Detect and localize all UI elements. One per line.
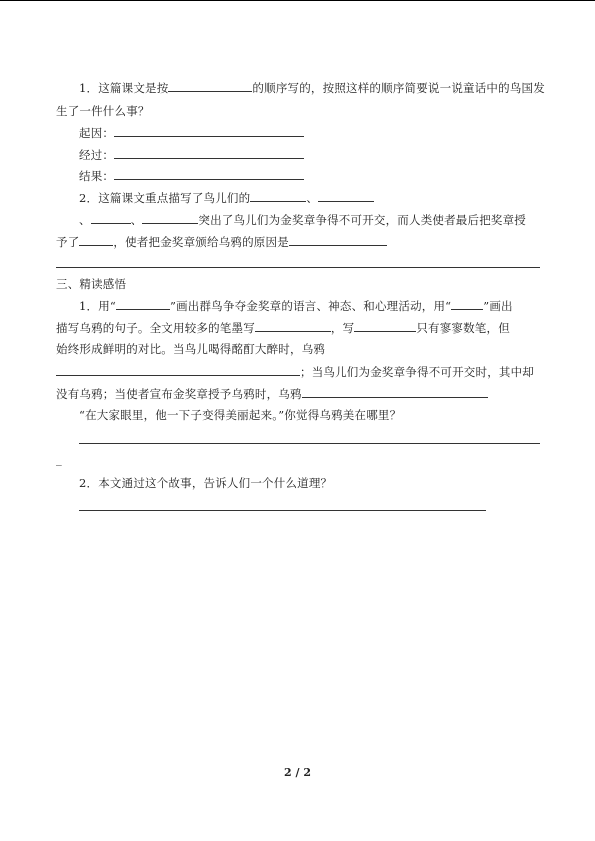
blank[interactable] [168,80,252,92]
answer-line[interactable] [79,510,486,511]
jieguo-answer-blank[interactable] [114,168,304,180]
jieguo-row: 结果： [79,168,304,183]
s3-question2: 2．本文通过这个故事，告诉人们一个什么道理？ [79,476,333,490]
stray-underscore: _ [56,452,62,466]
page-number: 2 / 2 [284,766,311,779]
blank[interactable] [250,190,306,202]
jingguo-answer-blank[interactable] [114,147,304,159]
q1-line2: 生了一件什么事？ [56,104,150,118]
blank[interactable] [451,298,483,310]
blank[interactable] [354,320,416,332]
answer-line[interactable] [56,267,540,268]
blank[interactable] [142,212,198,224]
blank[interactable] [318,190,374,202]
jingguo-row: 经过： [79,147,304,162]
section-heading: 三、精读感悟 [56,277,127,291]
blank[interactable] [116,298,170,310]
blank[interactable] [255,320,331,332]
s3-line4: ；当鸟儿们为金奖章争得不可开交时，其中却 [56,364,534,379]
s3-line1: 1．用“ ”画出群鸟争夺金奖章的语言、神态、和心理活动，用“ ”画出 [79,299,513,313]
blank[interactable] [302,386,488,398]
top-border [0,0,595,1]
answer-line[interactable] [79,443,540,444]
q1-line1: 1．这篇课文是按 的顺序写的，按照这样的顺序简要说一说童话中的鸟国发 [79,81,545,95]
blank[interactable] [91,212,131,224]
qiyin-row: 起因： [79,125,304,140]
s3-line3: 始终形成鲜明的对比。当鸟儿喝得酩酊大醉时，乌鸦 [56,342,326,356]
s3-line5: 没有乌鸦；当使者宣布金奖章授予乌鸦时，乌鸦 [56,386,488,401]
blank[interactable] [56,364,300,376]
blank[interactable] [79,234,113,246]
q2-line1: 2．这篇课文重点描写了鸟儿们的 、 [79,190,374,205]
s3-line2: 描写乌鸦的句子。全文用较多的笔墨写 ，写 只有寥寥数笔，但 [56,321,510,335]
q2-line3: 予了 ，使者把金奖章颁给乌鸦的原因是 [56,234,387,249]
q2-line2: 、 、 突出了鸟儿们为金奖章争得不可开交，而人类使者最后把奖章授 [79,213,527,227]
qiyin-answer-blank[interactable] [114,125,304,137]
blank[interactable] [289,234,387,246]
quote-question: “在大家眼里，他一下子变得美丽起来。”你觉得乌鸦美在哪里？ [79,408,402,422]
